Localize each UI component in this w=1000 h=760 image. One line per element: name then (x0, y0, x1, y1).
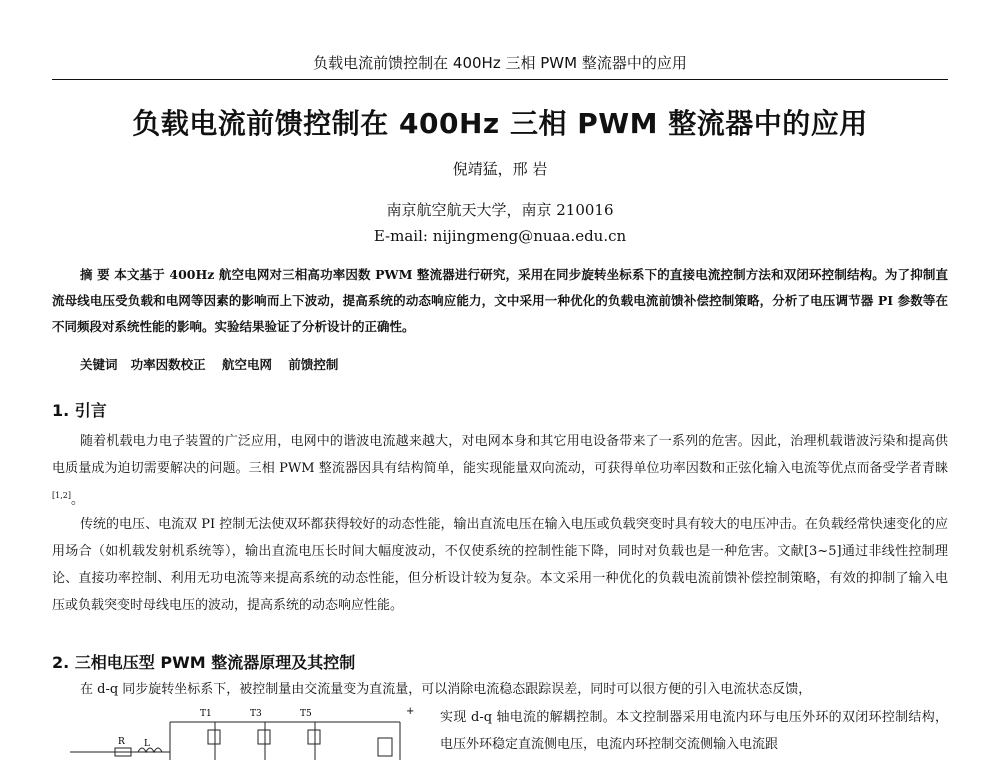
circuit-label: R (118, 737, 125, 747)
abstract: 摘 要 本文基于 400Hz 航空电网对三相高功率因数 PWM 整流器进行研究，采用在同步旋转坐标系下的直接电流控制方法和双闭环控制结构。为了抑制直流母线电压受负载和电网等因素的影响而上下波动，提高系统的动态响应能力，文中采用一种优化的负载电流前馈补偿控制策略，分析了电压调节器 PI 参数等在不同频段对系统性能的影响。实验结果验证了分析设计的正确性。 (52, 267, 948, 334)
circuit-label: + (406, 706, 415, 717)
email: E-mail: nijingmeng@nuaa.edu.cn (373, 227, 627, 245)
intro-paragraph-2: 传统的电压、电流双 PI 控制无法使双环都获得较好的动态性能，输出直流电压在输入电压或负载突变时具有较大的电压冲击。在负载经常快速变化的应用场合（如机载发射机系统等），输出直流电压长时间大幅度波动，不仅使系统的控制性能下降，同时对负载也是一种危害。文献[3~5]通过非线性控制理论、直接功率控制、利用无功电流等来提高系统的动态性能，但分析设计较为复杂。本文采用一种优化的负载电流前馈补偿控制策略，有效的抑制了输入电压或负载突变时母线电压的波动，提高系统的动态响应性能。 (52, 517, 948, 613)
section-heading-principle: 2. 三相电压型 PWM 整流器原理及其控制 (52, 653, 356, 672)
keyword: 前馈控制 (288, 357, 339, 372)
section-heading-intro: 1. 引言 (52, 401, 107, 420)
intro-paragraph-1: 随着机载电力电子装置的广泛应用，电网中的谐波电流越来越大，对电网本身和其它用电设备带来了一系列的危害。因此，治理机载谐波污染和提高供电质量成为迫切需要解决的问题。三相 PWM 整流器因具有结构简单，能实现能量双向流动，可获得单位功率因数和正弦化输入电流等优点而备受学者青睐[1,2]。 (52, 434, 948, 508)
keywords (80, 355, 350, 373)
circuit-label: T1 (200, 709, 212, 719)
principle-paragraph-1: 在 d-q 同步旋转坐标系下，被控制量由交流量变为直流量，可以消除电流稳态跟踪误差，同时可以很方便的引入电流状态反馈， (80, 682, 812, 697)
citation: [1,2] (52, 491, 71, 500)
paper-title: 负载电流前馈控制在 400Hz 三相 PWM 整流器中的应用 (132, 107, 868, 140)
rectifier-circuit-diagram (60, 702, 430, 760)
running-header: 负载电流前馈控制在 400Hz 三相 PWM 整流器中的应用 (52, 52, 948, 80)
authors: 倪靖猛，邢 岩 (452, 160, 548, 178)
keyword: 航空电网 (221, 357, 272, 372)
circuit-label: L (144, 739, 150, 749)
circuit-label: T3 (250, 709, 262, 719)
circuit-label: T5 (300, 709, 312, 719)
principle-paragraph-2: 实现 d-q 轴电流的解耦控制。本文控制器采用电流内环与电压外环的双闭环控制结构，电压外环稳定直流侧电压，电流内环控制交流侧输入电流跟 (440, 710, 948, 752)
affiliation: 南京航空航天大学，南京 210016 (386, 201, 614, 219)
keyword: 功率因数校正 (130, 357, 206, 372)
keywords-label: 关键词 (80, 357, 118, 372)
